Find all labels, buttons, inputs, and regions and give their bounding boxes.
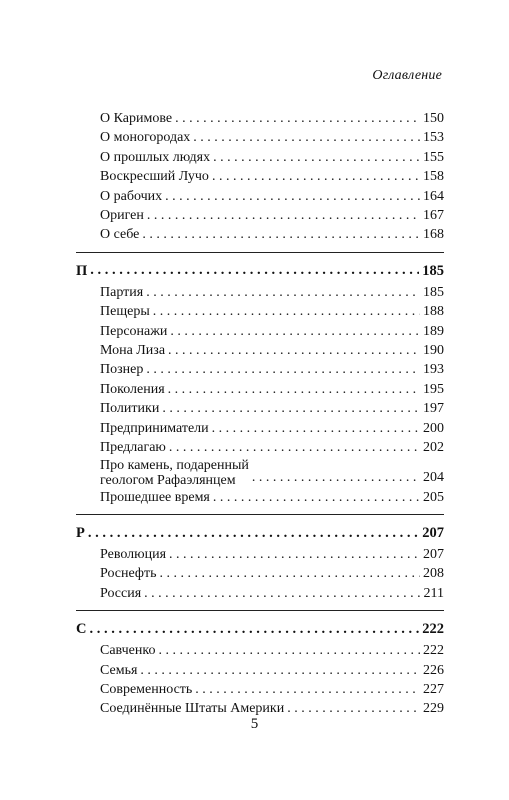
toc-entry-page: 193 xyxy=(423,362,444,378)
toc-entry-title: Прошедшее время xyxy=(100,489,210,505)
toc-entry-page: 207 xyxy=(423,546,444,562)
toc-entry xyxy=(76,641,444,660)
toc-entry-title: Ориген xyxy=(100,208,144,224)
toc-entry-title: О прошлых людях xyxy=(100,149,211,165)
running-title: Оглавление xyxy=(372,68,442,83)
toc-entry-page: 150 xyxy=(423,111,444,126)
toc-entry xyxy=(76,225,444,244)
dot-leader xyxy=(169,545,420,564)
dot-leader xyxy=(142,225,420,244)
toc-entry-title: Революция xyxy=(100,546,167,562)
toc-entry-title: Предлагаю xyxy=(100,440,166,456)
letter-label: С xyxy=(76,621,87,638)
toc-entry xyxy=(76,564,444,583)
dot-leader xyxy=(147,206,420,225)
dot-leader xyxy=(252,468,420,487)
toc-entry-title: О себе xyxy=(100,227,140,243)
toc-entry xyxy=(76,545,444,564)
toc-entry-page: 197 xyxy=(423,401,444,417)
toc-letter-heading xyxy=(76,261,444,281)
toc-entry-page: 185 xyxy=(423,284,444,300)
toc-entry-title: Мона Лиза xyxy=(100,343,166,359)
toc-entry-page: 222 xyxy=(423,643,444,659)
toc-entry-title: Соединённые Штаты Америки xyxy=(100,701,285,717)
toc-entry-page: 229 xyxy=(423,701,444,717)
section-divider xyxy=(76,252,444,253)
dot-leader xyxy=(168,380,420,399)
dot-leader xyxy=(213,148,420,167)
toc-entry-page: 167 xyxy=(423,208,444,224)
toc-entry-page: 195 xyxy=(423,381,444,397)
dot-leader xyxy=(159,564,420,583)
toc-entry xyxy=(76,419,444,438)
toc-entry-title: О моногородах xyxy=(100,130,191,146)
toc-entry-page: 188 xyxy=(423,304,444,320)
toc-entry-title: Россия xyxy=(100,585,142,601)
page-number: 5 xyxy=(250,716,259,732)
toc-entry-title: Современность xyxy=(100,681,193,697)
toc-entry xyxy=(76,584,444,603)
dot-leader xyxy=(165,187,420,206)
dot-leader xyxy=(153,302,420,321)
toc-entry-title: Пещеры xyxy=(100,304,150,320)
toc-letter-heading xyxy=(76,523,444,543)
letter-label: П xyxy=(76,262,88,279)
section-divider xyxy=(76,514,444,515)
toc-entry-title: Савченко xyxy=(100,643,156,659)
toc-entry xyxy=(76,167,444,186)
dot-leader xyxy=(140,661,420,680)
toc-entry-page: 226 xyxy=(423,662,444,678)
toc-entry-page: 153 xyxy=(423,130,444,146)
toc-entry-title: Предприниматели xyxy=(100,420,209,436)
toc-entry xyxy=(76,360,444,379)
dot-leader xyxy=(175,109,420,128)
toc-entry xyxy=(76,322,444,341)
letter-label: Р xyxy=(76,524,85,541)
toc-entry-page: 158 xyxy=(423,169,444,185)
toc-entry xyxy=(76,148,444,167)
toc-entry-title: Поколения xyxy=(100,381,165,397)
toc-entry-title: Воскресший Лучо xyxy=(100,169,209,185)
toc-entry-page: 211 xyxy=(423,585,444,601)
toc-entry xyxy=(76,341,444,360)
dot-leader xyxy=(168,341,420,360)
dot-leader xyxy=(212,167,420,186)
toc-entry xyxy=(76,206,444,225)
toc-entry xyxy=(76,187,444,206)
toc-entry xyxy=(76,680,444,699)
toc-entry xyxy=(76,399,444,418)
toc-entry xyxy=(76,109,444,128)
toc-entry-title: Семья xyxy=(100,662,138,678)
dot-leader xyxy=(146,360,420,379)
toc-entry xyxy=(76,488,444,507)
toc-entry-page: 205 xyxy=(423,489,444,505)
toc-entry-page: 227 xyxy=(423,681,444,697)
dot-leader xyxy=(169,438,420,457)
dot-leader xyxy=(213,488,420,507)
toc-entry-title xyxy=(100,458,249,488)
toc-entry-title: О рабочих xyxy=(100,188,163,204)
toc-entry-page: 208 xyxy=(423,566,444,582)
toc-group-o xyxy=(76,109,444,245)
section-divider xyxy=(76,610,444,611)
toc-entry xyxy=(76,128,444,147)
toc-entry-title: Политики xyxy=(100,401,160,417)
dot-leader xyxy=(158,641,420,660)
dot-leader xyxy=(146,283,420,302)
toc-group-s xyxy=(76,619,444,719)
toc-entry-page: 200 xyxy=(423,420,444,436)
dot-leader xyxy=(144,584,420,603)
dot-leader xyxy=(193,128,420,147)
toc-group-r xyxy=(76,523,444,603)
dot-leader xyxy=(88,524,419,543)
toc-entry-title: Познер xyxy=(100,362,144,378)
dot-leader xyxy=(162,399,420,418)
dot-leader xyxy=(170,322,420,341)
toc-entry-page: 168 xyxy=(423,227,444,243)
toc-entry xyxy=(76,283,444,302)
toc-entry xyxy=(76,661,444,680)
toc-entry-page: 204 xyxy=(423,470,444,486)
toc-entry xyxy=(76,380,444,399)
toc-entry xyxy=(76,458,444,488)
toc-group-p xyxy=(76,261,444,507)
dot-leader xyxy=(89,620,419,639)
toc-entry-title: Персонажи xyxy=(100,323,168,339)
toc-entry xyxy=(76,302,444,321)
toc-entry xyxy=(76,438,444,457)
dot-leader xyxy=(212,419,420,438)
toc-entry-title-line: геологом Рафаэлянцем xyxy=(100,472,236,488)
letter-page: 207 xyxy=(422,524,444,541)
dot-leader xyxy=(90,261,419,280)
toc-entry-page: 189 xyxy=(423,323,444,339)
toc-entry-title: О Каримове xyxy=(100,111,173,126)
toc-entry-title-line: Про камень, подаренный xyxy=(100,457,249,473)
toc-entry-page: 155 xyxy=(423,149,444,165)
toc-entry-page: 164 xyxy=(423,188,444,204)
toc-entry-page: 202 xyxy=(423,440,444,456)
dot-leader xyxy=(195,680,420,699)
toc-entry-title: Роснефть xyxy=(100,566,157,582)
toc-letter-heading xyxy=(76,619,444,639)
letter-page: 222 xyxy=(422,621,444,638)
toc-entry-title: Партия xyxy=(100,284,144,300)
table-of-contents xyxy=(76,109,444,719)
letter-page: 185 xyxy=(422,262,444,279)
toc-entry-page: 190 xyxy=(423,343,444,359)
